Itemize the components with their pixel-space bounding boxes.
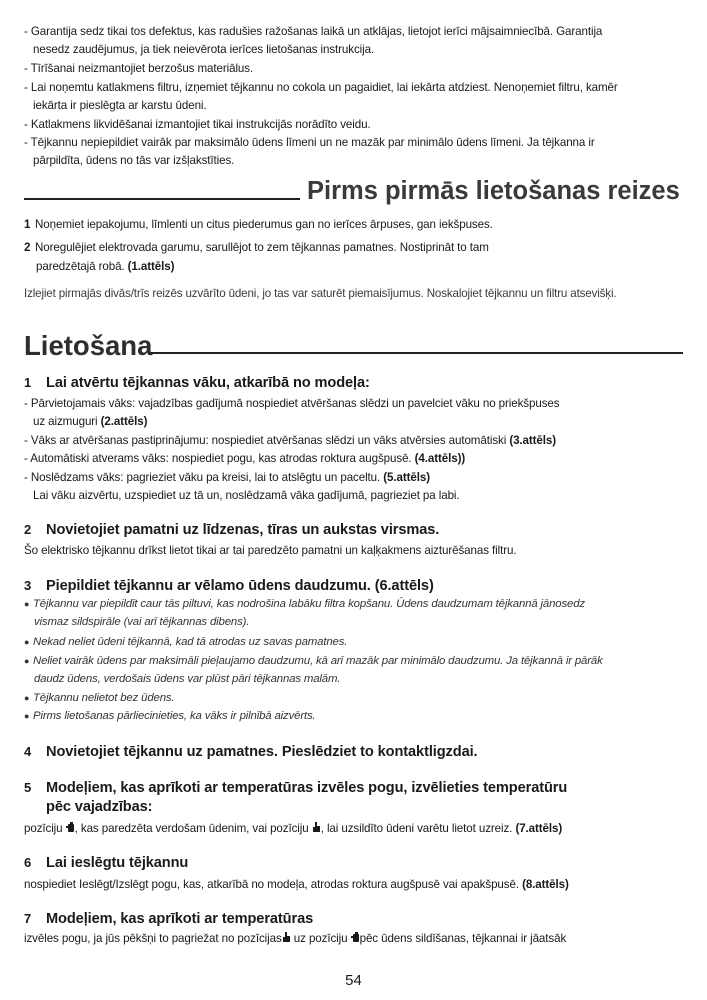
kettle-boil-icon — [351, 932, 360, 943]
fill-bullet — [24, 692, 174, 704]
usage-step-3-title — [24, 578, 434, 594]
usage-step-4-title — [24, 744, 478, 760]
step-number: 5 — [24, 780, 32, 795]
bullet-text: Nekad neliet ūdeni tējkannā, kad tā atrodas uz savas pamatnes. — [33, 636, 348, 648]
warranty-line: - Lai noņemtu katlakmens filtru, izņemiet tējkannu no cokola un pagaidiet, lai iekārta atdziest. Nenoņemiet filtru, kamēr — [24, 81, 618, 94]
figure-ref: (2.attēls) — [100, 415, 148, 428]
warranty-line: - Tējkannu nepiepildiet vairāk par maksimālo ūdens līmeni un ne mazāk par minimālo ūdens līmeni. Ja tējkanna ir — [24, 136, 595, 149]
step-number: 1 — [24, 375, 32, 390]
first-use-title: Pirms pirmās lietošanas reizes — [307, 177, 680, 205]
lid-option-line — [24, 469, 430, 488]
usage-step-2-title — [24, 522, 439, 538]
step-title: Piepildiet tējkannu ar vēlamo ūdens daudzumu. (6.attēls) — [46, 578, 434, 594]
usage-step-7-title — [24, 911, 313, 927]
lid-option-line — [24, 450, 465, 469]
figure-ref: (3.attēls) — [509, 434, 556, 447]
section-rule — [24, 198, 300, 200]
step-number: 2 — [24, 241, 31, 254]
step-title: Modeļiem, kas aprīkoti ar temperatūras izvēles pogu, izvēlieties temperatūru — [46, 780, 568, 796]
step-number: 2 — [24, 522, 32, 537]
lid-option-line — [33, 413, 147, 432]
bullet-dot: ● — [24, 711, 30, 721]
lid-option-line: - Pārvietojamais vāks: vajadzības gadījumā nospiediet atvēršanas slēdzi un pavelciet vāku no priekšpuses — [24, 397, 560, 410]
step-text: izvēles pogu, ja jūs pēkšņi to pagriežat no pozīcijas — [24, 932, 282, 945]
fill-bullet — [24, 710, 316, 722]
lid-option-text: - Automātiski atverams vāks: nospiediet pogu, kas atrodas roktura augšpusē. — [24, 452, 412, 465]
lid-option-line — [24, 432, 556, 451]
warranty-line: pārpildīta, ūdens no tās var izšļakstīties. — [33, 154, 235, 167]
usage-step-2-text: Šo elektrisko tējkannu drīkst lietot tikai ar tai paredzēto pamatni un kaļķakmens aizturēšanas filtru. — [24, 544, 517, 557]
step-text: pēc ūdens sildīšanas, tējkannai ir jāatsāk — [359, 932, 567, 945]
step-title: Novietojiet pamatni uz līdzenas, tīras un aukstas virsmas. — [46, 522, 440, 538]
section-rule — [149, 352, 683, 354]
usage-step-7-text — [24, 930, 566, 949]
step-number: 4 — [24, 744, 32, 759]
bullet-text: Tējkannu var piepildīt caur tās piltuvi, kas nodrošina labāku filtra kopšanu. Ūdens daudzumam tējkannā jānosedz — [33, 598, 585, 610]
figure-ref: (8.attēls) — [522, 878, 569, 891]
hand-warm-icon — [312, 822, 321, 833]
bullet-dot: ● — [24, 637, 30, 647]
lid-option-line: Lai vāku aizvērtu, uzspiediet uz tā un, noslēdzamā vāka gadījumā, pagrieziet pa labi. — [33, 489, 460, 502]
page-number: 54 — [345, 972, 362, 989]
warranty-line: - Garantija sedz tikai tos defektus, kas radušies ražošanas laikā un atklājas, lietojot ierīci mājsaimniecībā. Garantija — [24, 25, 603, 38]
figure-ref: (4.attēls)) — [414, 452, 466, 465]
step-title: Novietojiet tējkannu uz pamatnes. Pieslēdziet to kontaktligzdai. — [46, 744, 478, 760]
step-number: 3 — [24, 578, 32, 593]
figure-ref: (7.attēls) — [515, 822, 563, 835]
fill-bullet — [24, 636, 347, 648]
bullet-text: Neliet vairāk ūdens par maksimāli pieļaujamo daudzumu, kā arī mazāk par minimālo daudzumu. Ja tējkannā ir pārāk — [33, 655, 603, 667]
usage-title: Lietošana — [24, 330, 153, 361]
step-text: Noņemiet iepakojumu, līmlenti un citus piederumus gan no ierīces ārpuses, gan iekšpuses. — [35, 218, 493, 231]
lid-option-text: uz aizmuguri — [33, 415, 98, 428]
warranty-line: - Katlakmens likvidēšanai izmantojiet tikai instrukcijās norādīto veidu. — [24, 118, 371, 131]
step-number: 6 — [24, 855, 32, 870]
usage-step-1-title — [24, 375, 370, 391]
bullet-text: Tējkannu nelietot bez ūdens. — [33, 692, 175, 704]
step-text: pozīciju — [24, 822, 63, 835]
step-text: , lai uzsildīto ūdeni varētu lietot uzreiz. — [320, 822, 513, 835]
usage-step-5-title-cont: pēc vajadzības: — [46, 799, 153, 815]
lid-option-text: - Noslēdzams vāks: pagrieziet vāku pa kreisi, lai to atslēgtu un paceltu. — [24, 471, 381, 484]
first-use-step-2 — [24, 239, 489, 258]
bullet-dot: ● — [24, 693, 30, 703]
fill-bullet — [24, 598, 585, 610]
hand-warm-icon — [282, 932, 291, 943]
figure-ref: (1.attēls) — [127, 260, 175, 273]
step-text: Noregulējiet elektrovada garumu, sarullējot to zem tējkannas pamatnes. Nostiprināt to tam — [35, 241, 489, 254]
usage-step-6-title — [24, 855, 188, 871]
first-use-step-2-cont — [36, 258, 174, 277]
usage-step-5-text — [24, 820, 562, 839]
fill-bullet-cont: vismaz sildspirāle (vai arī tējkannas dibens). — [34, 616, 250, 628]
first-use-step-1 — [24, 216, 493, 235]
kettle-boil-icon — [66, 822, 75, 833]
bullet-dot: ● — [24, 599, 30, 609]
step-text: uz pozīciju — [293, 932, 348, 945]
warranty-line: - Tīrīšanai neizmantojiet berzošus materiālus. — [24, 62, 254, 75]
warranty-line: iekārta ir pieslēgta ar karstu ūdeni. — [33, 99, 207, 112]
step-text: nospiediet Ieslēgt/Izslēgt pogu, kas, atkarībā no modeļa, atrodas roktura augšpusē vai apakšpusē. — [24, 878, 519, 891]
step-text: paredzētajā robā. — [36, 260, 125, 273]
fill-bullet-cont: daudz ūdens, verdošais ūdens var plūst pāri tējkannas malām. — [34, 673, 341, 685]
usage-step-6-text — [24, 876, 569, 895]
warranty-line: nesedz zaudējumus, ja tiek neievērota ierīces lietošanas instrukcija. — [33, 43, 375, 56]
step-title: Lai atvērtu tējkannas vāku, atkarībā no modeļa: — [46, 375, 370, 391]
fill-bullet — [24, 655, 603, 667]
usage-step-5-title — [24, 780, 567, 796]
step-number: 7 — [24, 911, 32, 926]
bullet-dot: ● — [24, 656, 30, 666]
first-use-note: Izlejiet pirmajās divās/trīs reizēs uzvārīto ūdeni, jo tas var saturēt piemaisījumus. Noskalojiet tējkannu un filtru atsevišķi. — [24, 287, 617, 300]
figure-ref: (5.attēls) — [383, 471, 430, 484]
step-number: 1 — [24, 218, 31, 231]
bullet-text: Pirms lietošanas pārliecinieties, ka vāks ir pilnībā aizvērts. — [33, 710, 316, 722]
step-title: Lai ieslēgtu tējkannu — [46, 855, 189, 871]
lid-option-text: - Vāks ar atvēršanas pastiprinājumu: nospiediet atvēršanas slēdzi un vāks atvērsies automātiski — [24, 434, 507, 447]
step-text: , kas paredzēta verdošam ūdenim, vai pozīciju — [74, 822, 309, 835]
step-title: Modeļiem, kas aprīkoti ar temperatūras — [46, 911, 314, 927]
